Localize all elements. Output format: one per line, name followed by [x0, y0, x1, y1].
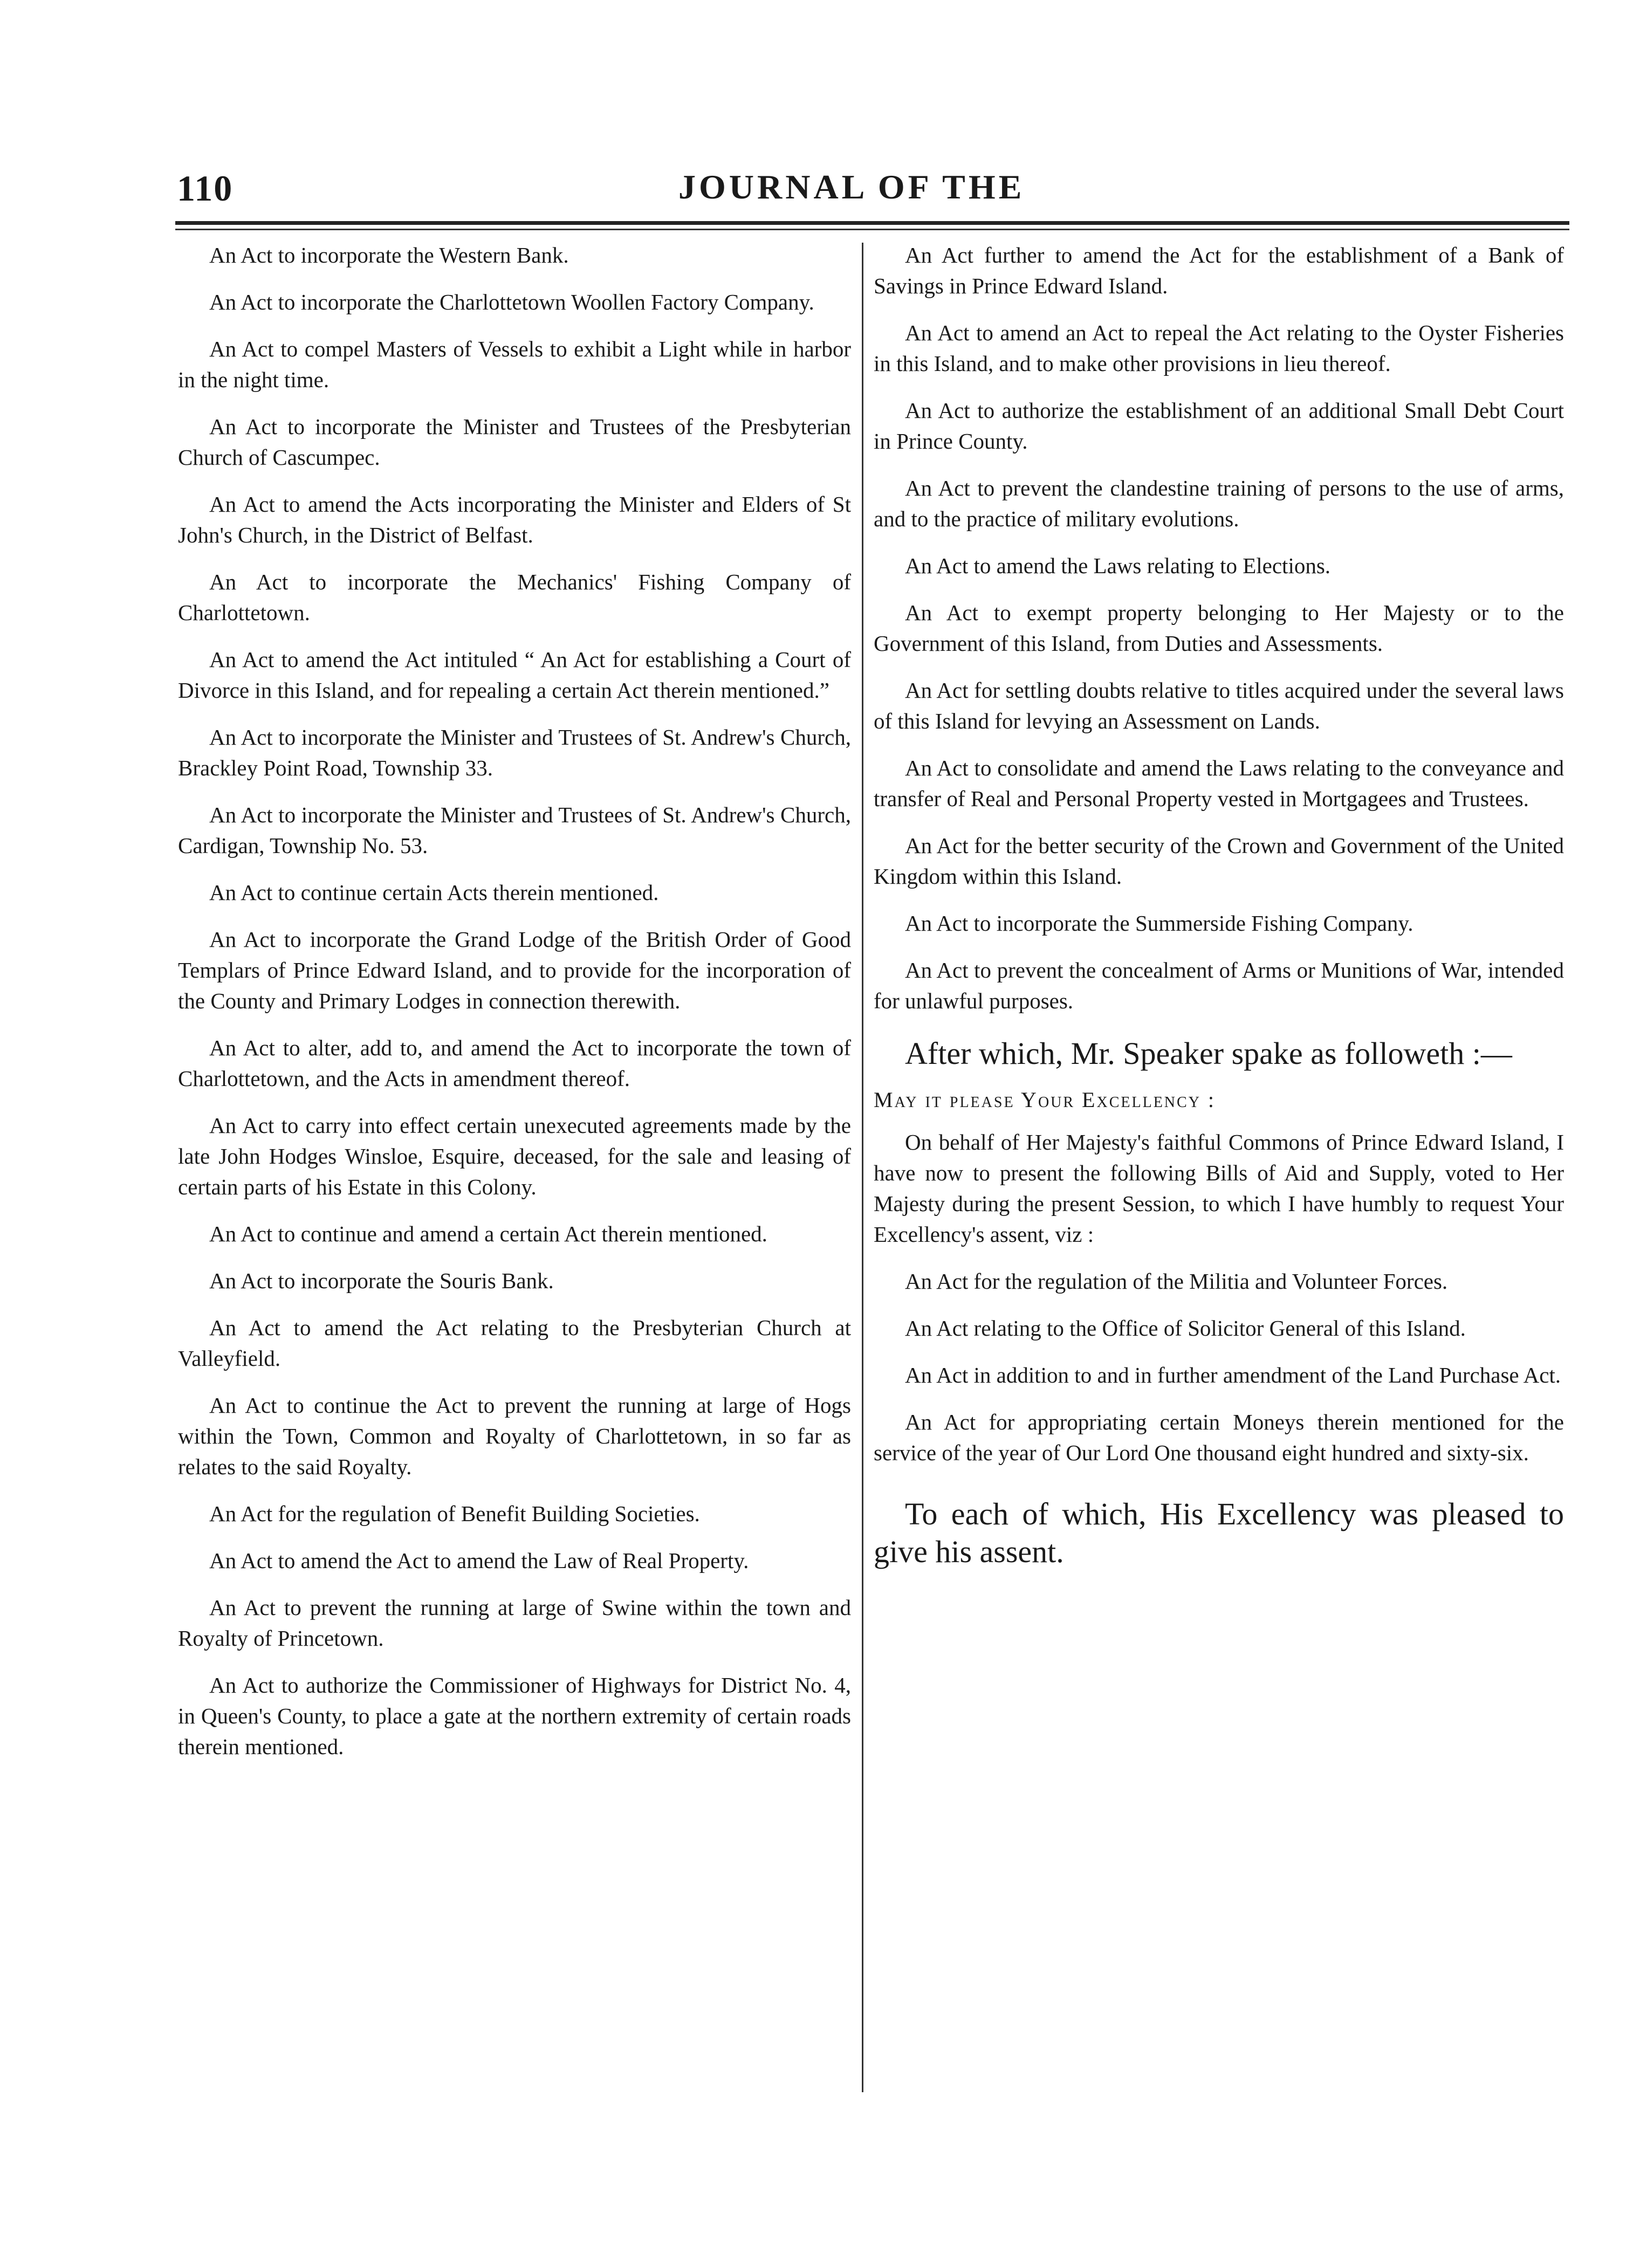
- act-entry: An Act to authorize the Commissioner of Highways for District No. 4, in Queen's County, to place a gate at the northern extremity of certain roads therein mentioned.: [178, 1673, 851, 1759]
- assent-closing: To each of which, His Excellency was pleased to give his assent.: [874, 1496, 1564, 1569]
- header-rule: [175, 221, 1569, 225]
- act-entry: An Act to incorporate the Minister and Trustees of the Presbyterian Church of Cascumpec.: [178, 414, 851, 470]
- act-entry: An Act to carry into effect certain unexecuted agreements made by the late John Hodges Winsloe, Esquire, deceased, for the sale and leasing of certain parts of his Estate in this Colony.: [178, 1113, 851, 1199]
- speaker-address: On behalf of Her Majesty's faithful Commons of Prince Edward Island, I have now to present the following Bills of Aid and Supply, voted to Her Majesty during the present Session, to which I have humbly to request Your Excellency's assent, viz :: [874, 1130, 1564, 1247]
- act-entry: An Act further to amend the Act for the establishment of a Bank of Savings in Prince Edward Island.: [874, 243, 1564, 298]
- running-head: JOURNAL OF THE: [678, 168, 1025, 206]
- act-entry: An Act to amend the Act to amend the Law of Real Property.: [209, 1548, 749, 1573]
- act-entry: An Act to incorporate the Souris Bank.: [209, 1268, 554, 1293]
- act-entry: An Act to exempt property belonging to Her Majesty or to the Government of this Island, from Duties and Assessments.: [874, 600, 1564, 656]
- act-entry: An Act to continue the Act to prevent the running at large of Hogs within the Town, Common and Royalty of Charlottetown, in so far as relates to the said Royalty.: [178, 1393, 851, 1479]
- act-entry: An Act to compel Masters of Vessels to exhibit a Light while in harbor in the night time.: [178, 336, 851, 392]
- page-number: 110: [177, 168, 234, 209]
- act-entry: An Act to authorize the establishment of an additional Small Debt Court in Prince County.: [874, 398, 1564, 453]
- act-entry: An Act to prevent the clandestine training of persons to the use of arms, and to the practice of military evolutions.: [874, 476, 1564, 531]
- supply-bill: An Act relating to the Office of Solicitor General of this Island.: [905, 1316, 1466, 1341]
- act-entry: An Act to incorporate the Grand Lodge of the British Order of Good Templars of Prince Edward Island, and to provide for the incorporation of the County and Primary Lodges in connection therewith.: [178, 927, 851, 1013]
- supply-bill: An Act for appropriating certain Moneys therein mentioned for the service of the year of Our Lord One thousand eight hundred and sixty-six.: [874, 1410, 1564, 1465]
- right-column: [874, 240, 1564, 1583]
- act-entry: An Act to incorporate the Minister and Trustees of St. Andrew's Church, Brackley Point Road, Township 33.: [178, 725, 851, 780]
- act-entry: An Act to incorporate the Mechanics' Fishing Company of Charlottetown.: [178, 569, 851, 625]
- act-entry: An Act to incorporate the Summerside Fishing Company.: [905, 911, 1414, 936]
- act-entry: An Act to amend the Act relating to the Presbyterian Church at Valleyfield.: [178, 1315, 851, 1371]
- header-rule-thin: [175, 229, 1569, 230]
- act-entry: An Act to continue and amend a certain Act therein mentioned.: [209, 1221, 767, 1246]
- left-column: [178, 240, 851, 1778]
- salutation: May it please Your Excellency :: [874, 1088, 1216, 1112]
- act-entry: An Act to incorporate the Minister and Trustees of St. Andrew's Church, Cardigan, Township No. 53.: [178, 802, 851, 858]
- act-entry: An Act to consolidate and amend the Laws relating to the conveyance and transfer of Real and Personal Property vested in Mortgagees and Trustees.: [874, 755, 1564, 811]
- act-entry: An Act to prevent the concealment of Arms or Munitions of War, intended for unlawful purposes.: [874, 958, 1564, 1013]
- act-entry: An Act to amend the Acts incorporating the Minister and Elders of St John's Church, in the District of Belfast.: [178, 492, 851, 547]
- supply-bill: An Act in addition to and in further amendment of the Land Purchase Act.: [905, 1363, 1561, 1387]
- act-entry: An Act to amend the Act intituled “ An Act for establishing a Court of Divorce in this Island, and for repealing a certain Act therein mentioned.”: [178, 647, 851, 703]
- act-entry: An Act for the regulation of Benefit Building Societies.: [209, 1501, 700, 1526]
- act-entry: An Act to continue certain Acts therein mentioned.: [209, 880, 659, 905]
- act-entry: An Act for the better security of the Crown and Government of the United Kingdom within this Island.: [874, 833, 1564, 889]
- act-entry: An Act to incorporate the Western Bank.: [209, 243, 569, 267]
- page-header: [177, 167, 1568, 221]
- act-entry: An Act for settling doubts relative to titles acquired under the several laws of this Island for levying an Assessment on Lands.: [874, 678, 1564, 733]
- act-entry: An Act to incorporate the Charlottetown Woollen Factory Company.: [209, 290, 814, 314]
- supply-bill: An Act for the regulation of the Militia and Volunteer Forces.: [905, 1269, 1448, 1294]
- column-divider: [862, 243, 863, 2092]
- speaker-intro: After which, Mr. Speaker spake as followeth :—: [905, 1036, 1512, 1071]
- act-entry: An Act to amend the Laws relating to Elections.: [905, 553, 1331, 578]
- act-entry: An Act to alter, add to, and amend the Act to incorporate the town of Charlottetown, and the Acts in amendment thereof.: [178, 1035, 851, 1091]
- act-entry: An Act to amend an Act to repeal the Act relating to the Oyster Fisheries in this Island, and to make other provisions in lieu thereof.: [874, 320, 1564, 376]
- act-entry: An Act to prevent the running at large of Swine within the town and Royalty of Princetown.: [178, 1595, 851, 1651]
